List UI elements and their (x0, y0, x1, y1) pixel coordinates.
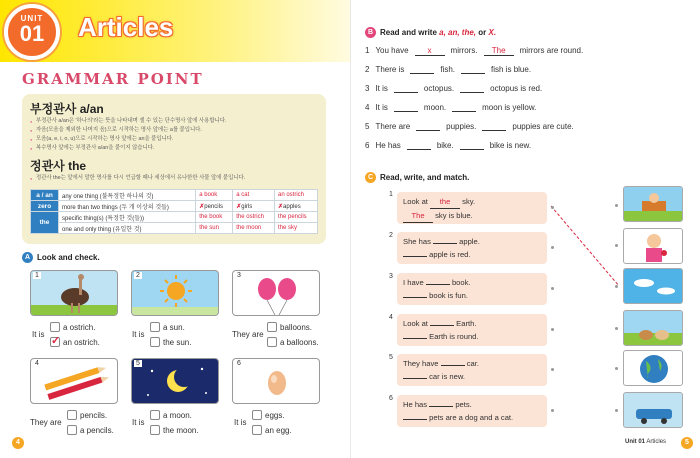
checkbox[interactable] (150, 337, 160, 347)
answer-blank[interactable] (403, 338, 427, 339)
match-dot[interactable] (615, 285, 618, 288)
match-dot[interactable] (615, 327, 618, 330)
card-egg: 6 (232, 358, 320, 404)
match-dot[interactable] (551, 287, 554, 290)
checkbox[interactable] (252, 410, 262, 420)
cross-icon: ✗ (236, 203, 242, 210)
checkbox[interactable] (150, 410, 160, 420)
match-card: I have book. book is fun. (397, 273, 547, 305)
moon-illustration (132, 359, 219, 404)
exercise-line: 2 There is fish. fish is blue. (365, 65, 532, 74)
question-lead: It is (234, 418, 247, 427)
match-card: Look at the sky. The sky is blue. (397, 192, 547, 224)
check-icon: ✓ (51, 335, 61, 347)
answer-blank[interactable] (403, 256, 427, 257)
grammar-box (22, 94, 326, 244)
option-row: the moon. (150, 425, 199, 435)
section-b-heading: B Read and write a, an, the, or X. (365, 27, 496, 38)
option-row: a pencils. (67, 425, 114, 435)
answer-blank[interactable] (403, 419, 427, 420)
answer-blank[interactable]: the (430, 195, 460, 209)
def-heading: 정관사 the (30, 159, 87, 173)
answer-blank[interactable] (441, 365, 465, 366)
match-dot[interactable] (615, 244, 618, 247)
match-dot[interactable] (551, 246, 554, 249)
option-row: balloons. (267, 322, 312, 332)
indef-bullet: ● 자음(모음을 제외한 나머지 음)으로 시작하는 명사 앞에는 a를 붙입니다. (30, 126, 318, 135)
indef-heading: 부정관사 a/an (30, 102, 104, 116)
thumb-sky[interactable] (623, 268, 683, 304)
question-lead: It is (32, 330, 45, 339)
answer-blank[interactable] (433, 243, 457, 244)
indef-bullet: ● 부정관사 a/an은 '하나의'라는 뜻을 나타내며 셀 수 있는 단수명사 앞에 사용합니다. (30, 117, 318, 126)
option-row: a balloons. (267, 337, 319, 347)
section-a-heading: A Look and check. (22, 252, 100, 263)
answer-blank[interactable] (429, 406, 453, 407)
answer-blank[interactable] (430, 325, 454, 326)
checkbox[interactable] (67, 410, 77, 420)
match-dot[interactable] (615, 367, 618, 370)
checkbox[interactable] (267, 337, 277, 347)
option-row: a sun. (150, 322, 185, 332)
footer-label: Unit 01 Articles (625, 439, 667, 445)
checkbox[interactable] (67, 425, 77, 435)
card-pencils: 4 (30, 358, 118, 404)
indef-bullet: ● 복수명사 앞에는 부정관사 a/an을 붙이지 않습니다. (30, 144, 318, 153)
egg-illustration (233, 359, 320, 404)
option-row: the sun. (150, 337, 191, 347)
card-balloons: 3 (232, 270, 320, 316)
answer-blank[interactable]: x (415, 46, 445, 56)
answer-blank[interactable]: The (484, 46, 514, 56)
right-page: B Read and write a, an, the, or X. 1 You have x mirrors. The mirrors are round. 2 There is fish. fish is blue. 3 It is octopus. octopus is red. 4 It is moon. moon is yellow. 5 There are puppies. puppies are cute. 6 He has bike. bike is new. C Read, write, and match. 1 Look at the sky. The sky is blue. 2 She has apple. apple is red. 3 I have book. book is fun. 4 Look at Earth. Earth is round. 5 They have car. car is new. 6 He has pets. pets are a dog and a cat. Unit 01 Articles 5 (350, 0, 700, 458)
section-c-heading: C Read, write, and match. (365, 172, 469, 183)
cross-icon: ✗ (278, 203, 284, 210)
option-row: ✓ an ostrich. (51, 335, 100, 347)
section-letter: A (22, 252, 33, 263)
unit-number: 01 (19, 21, 45, 46)
match-dot[interactable] (551, 328, 554, 331)
match-dot[interactable] (551, 368, 554, 371)
table-row: a / an any one thing (불특정한 하나의 것) a book a cat an ostrich (31, 190, 318, 201)
thumb-apple-girl[interactable] (623, 228, 683, 264)
page-number: 4 (12, 437, 24, 449)
def-bullet: ● 정관사 the는 앞에서 말한 명사를 다시 언급할 때나 세상에서 유나한한 사물 앞에 붙입니다. (30, 174, 318, 183)
table-row: one and only thing (유일한 것) the sun the moon the sky (31, 223, 318, 234)
article-table (30, 189, 318, 234)
pencils-illustration (31, 359, 118, 404)
card-sun: 2 (131, 270, 219, 316)
match-card: He has pets. pets are a dog and a cat. (397, 395, 547, 427)
checkbox[interactable] (267, 322, 277, 332)
unit-label: UNIT (20, 14, 44, 23)
table-row: the specific thing(s) (특정한 것(들)) the book the ostrich the pencils (31, 212, 318, 223)
exercise-line: 5 There are puppies. puppies are cute. (365, 122, 574, 131)
option-row: eggs. (252, 410, 285, 420)
answer-blank[interactable] (403, 378, 427, 379)
ostrich-illustration (31, 271, 118, 316)
table-row: zero more than two things (두 개 이상의 것들) ✗pencils ✗girls ✗apples (31, 201, 318, 212)
checkbox[interactable] (150, 425, 160, 435)
question-lead: It is (132, 330, 145, 339)
match-card: She has apple. apple is red. (397, 232, 547, 264)
match-card: Look at Earth. Earth is round. (397, 314, 547, 346)
option-row: an egg. (252, 425, 292, 435)
match-dot[interactable] (615, 409, 618, 412)
match-dot[interactable] (615, 204, 618, 207)
unit-badge (4, 4, 60, 60)
question-lead: They are (232, 330, 264, 339)
answer-blank[interactable] (426, 284, 450, 285)
checkbox[interactable] (50, 337, 60, 347)
match-dot[interactable] (551, 409, 554, 412)
question-lead: They are (30, 418, 62, 427)
sun-illustration (132, 271, 219, 316)
thumb-book-girl[interactable] (623, 186, 683, 222)
card-ostrich: 1 (30, 270, 118, 316)
balloons-illustration (233, 271, 320, 316)
card-moon: 5 (131, 358, 219, 404)
exercise-line: 3 It is octopus. octopus is red. (365, 84, 543, 93)
cross-icon: ✗ (199, 203, 205, 210)
option-row: pencils. (67, 410, 107, 420)
thumb-car[interactable] (623, 392, 683, 428)
grammar-point-heading: GRAMMAR POINT (22, 70, 204, 88)
exercise-line: 1 You have x mirrors. The mirrors are round. (365, 46, 584, 55)
checkbox[interactable] (252, 425, 262, 435)
answer-blank[interactable] (403, 297, 427, 298)
match-card: They have car. car is new. (397, 354, 547, 386)
question-lead: It is (132, 418, 145, 427)
exercise-line: 4 It is moon. moon is yellow. (365, 103, 537, 112)
page-title: Articles (78, 12, 174, 42)
answer-blank[interactable]: The (403, 209, 433, 223)
thumb-earth[interactable] (623, 350, 683, 386)
option-row: a ostrich. (50, 322, 95, 332)
option-row: a moon. (150, 410, 192, 420)
match-dot[interactable] (551, 206, 554, 209)
exercise-line: 6 He has bike. bike is new. (365, 141, 532, 150)
indef-bullet: ● 모음(a, e, i, o, u)으로 시작하는 명사 앞에는 an을 붙입니다. (30, 135, 318, 144)
thumb-puppies[interactable] (623, 310, 683, 346)
checkbox[interactable] (50, 322, 60, 332)
page-number: 5 (681, 437, 693, 449)
checkbox[interactable] (150, 322, 160, 332)
